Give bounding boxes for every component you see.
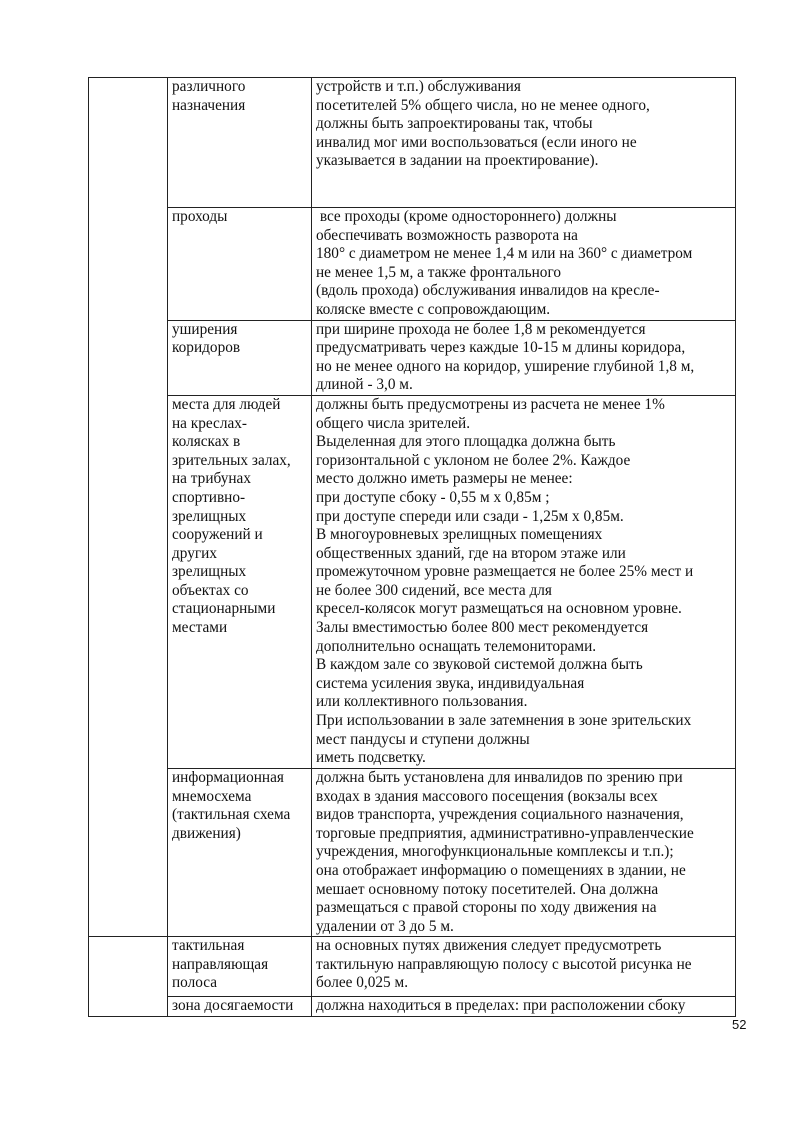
row-text-line: промежуточном уровне размещается не более 25% мест и — [316, 563, 694, 581]
row-text-line: тактильную направляющую полосу с высотой рисунка не — [316, 955, 692, 973]
row-text-cell — [312, 320, 736, 395]
row-text-line: но не менее одного на коридор, уширение глубиной 1,8 м, — [316, 357, 695, 375]
row-name-cell — [168, 997, 312, 1017]
row-name-cell — [168, 208, 312, 321]
page-number: 52 — [732, 1017, 747, 1032]
row-text-cell — [312, 395, 736, 768]
row-name-line: тактильная — [172, 937, 245, 955]
row-name-line: зона досягаемости — [172, 997, 294, 1015]
row-text-line: учреждения, многофункциональные комплексы и т.п.); — [316, 843, 674, 861]
row-name-line: других — [172, 544, 217, 562]
row-text-line: не менее 1,5 м, а также фронтального — [316, 263, 561, 281]
row-name-line: назначения — [172, 96, 246, 114]
row-text-line: дополнительно оснащать телемониторами. — [316, 637, 597, 655]
row-name-line: места для людей — [172, 395, 281, 413]
row-name-line: информационная — [172, 768, 284, 786]
table-body — [89, 78, 736, 1017]
row-text-line: размещаться с правой стороны по ходу движения на — [316, 899, 657, 917]
table-row — [89, 937, 736, 997]
table-row — [89, 208, 736, 321]
table-row — [89, 768, 736, 936]
row-text-line: при доступе спереди или сзади - 1,25м х 0,85м. — [316, 507, 624, 525]
row-text-cell — [312, 78, 736, 208]
row-text-line: В каждом зале со звуковой системой должна быть — [316, 656, 643, 674]
row-name-line: направляющая — [172, 955, 269, 973]
row-text-line: или коллективного пользования. — [316, 693, 528, 711]
row-name-line: различного — [172, 78, 246, 95]
row-name-line: на креслах- — [172, 414, 248, 432]
row-name-line: зрелищных — [172, 507, 247, 525]
row-text-cell — [312, 768, 736, 936]
row-text-cell — [312, 937, 736, 997]
empty-first-column-cell — [89, 937, 168, 1017]
row-text-line: удалении от 3 до 5 м. — [316, 917, 454, 935]
row-text-line: длиной - 3,0 м. — [316, 376, 413, 394]
row-text-line: должны быть предусмотрены из расчета не менее 1% — [316, 395, 665, 413]
row-text-cell — [312, 997, 736, 1017]
row-text-line: должны быть запроектированы так, чтобы — [316, 115, 593, 133]
row-text-line: более 0,025 м. — [316, 974, 409, 992]
row-name-line: коридоров — [172, 339, 241, 357]
row-name-line: проходы — [172, 208, 228, 225]
row-name-line: местами — [172, 619, 228, 637]
row-name-line: на трибунах — [172, 470, 251, 488]
row-text-line: кресел-колясок могут размещаться на основном уровне. — [316, 600, 682, 618]
row-name-cell — [168, 937, 312, 997]
row-text-line: горизонтальной с уклоном не более 2%. Каждое — [316, 451, 631, 469]
row-name-line: сооружений и — [172, 526, 263, 544]
row-text-line: место должно иметь размеры не менее: — [316, 470, 573, 488]
row-name-line: зрительных залах, — [172, 451, 291, 469]
empty-first-column-cell — [89, 78, 168, 937]
row-text-line: 180° с диаметром не менее 1,4 м или на 360° с диаметром — [316, 245, 693, 263]
row-text-line: система усиления звука, индивидуальная — [316, 674, 585, 692]
row-text-line: она отображает информацию о помещениях в здании, не — [316, 861, 686, 879]
row-text-cell — [312, 208, 736, 321]
row-text-line: В многоуровневых зрелищных помещениях — [316, 526, 603, 544]
row-name-line: уширения — [172, 320, 238, 338]
row-text-line: должна находиться в пределах: при расположении сбоку — [316, 997, 686, 1015]
row-text-line: иметь подсветку. — [316, 749, 426, 767]
row-name-line: колясках в — [172, 433, 241, 451]
row-text-line: общего числа зрителей. — [316, 414, 471, 432]
row-name-line: стационарными — [172, 600, 276, 618]
row-name-cell — [168, 320, 312, 395]
row-text-line: посетителей 5% общего числа, но не менее одного, — [316, 96, 650, 114]
table-row — [89, 78, 736, 208]
row-text-line: все проходы (кроме одностороннего) должны — [316, 208, 617, 225]
row-name-cell — [168, 78, 312, 208]
row-name-line: (тактильная схема — [172, 806, 291, 824]
row-text-line: должна быть установлена для инвалидов по зрению при — [316, 768, 683, 786]
row-text-line: предусматривать через каждые 10-15 м длины коридора, — [316, 339, 686, 357]
row-text-line: инвалид мог ими воспользоваться (если иного не — [316, 133, 637, 151]
row-text-line: Залы вместимостью более 800 мест рекомендуется — [316, 619, 649, 637]
table-row — [89, 395, 736, 768]
row-name-line: полоса — [172, 974, 218, 992]
table-row — [89, 320, 736, 395]
row-text-line: указывается в задании на проектирование). — [316, 152, 599, 170]
row-name-line: движения) — [172, 824, 241, 842]
row-name-line: зрелищных — [172, 563, 247, 581]
row-text-line: (вдоль прохода) обслуживания инвалидов на кресле- — [316, 282, 660, 300]
row-text-line: мест пандусы и ступени должны — [316, 730, 530, 748]
row-name-line: спортивно- — [172, 488, 246, 506]
row-text-line: входах в здания массового посещения (вокзалы всех — [316, 787, 658, 805]
row-text-line: на основных путях движения следует предусмотреть — [316, 937, 662, 955]
row-text-line: Выделенная для этого площадка должна быть — [316, 433, 616, 451]
row-text-line: обеспечивать возможность разворота на — [316, 226, 578, 244]
row-name-cell — [168, 768, 312, 936]
row-text-line: при доступе сбоку - 0,55 м х 0,85м ; — [316, 488, 550, 506]
row-text-line: При использовании в зале затемнения в зоне зрительских — [316, 712, 692, 730]
row-text-line: видов транспорта, учреждения социального назначения, — [316, 806, 684, 824]
row-text-line: устройств и т.п.) обслуживания — [316, 78, 521, 95]
row-name-cell — [168, 395, 312, 768]
row-name-line: мнемосхема — [172, 787, 252, 805]
row-text-line: мешает основному потоку посетителей. Она должна — [316, 880, 659, 898]
row-text-line: коляске вместе с сопровождающим. — [316, 300, 551, 318]
row-text-line: торговые предприятия, административно-управленческие — [316, 824, 694, 842]
row-text-line: общественных зданий, где на втором этаже или — [316, 544, 626, 562]
requirements-table — [88, 77, 736, 1017]
table-row — [89, 997, 736, 1017]
row-name-line: объектах со — [172, 581, 249, 599]
row-text-line: не более 300 сидений, все места для — [316, 581, 552, 599]
row-text-line: при ширине прохода не более 1,8 м рекомендуется — [316, 320, 646, 338]
